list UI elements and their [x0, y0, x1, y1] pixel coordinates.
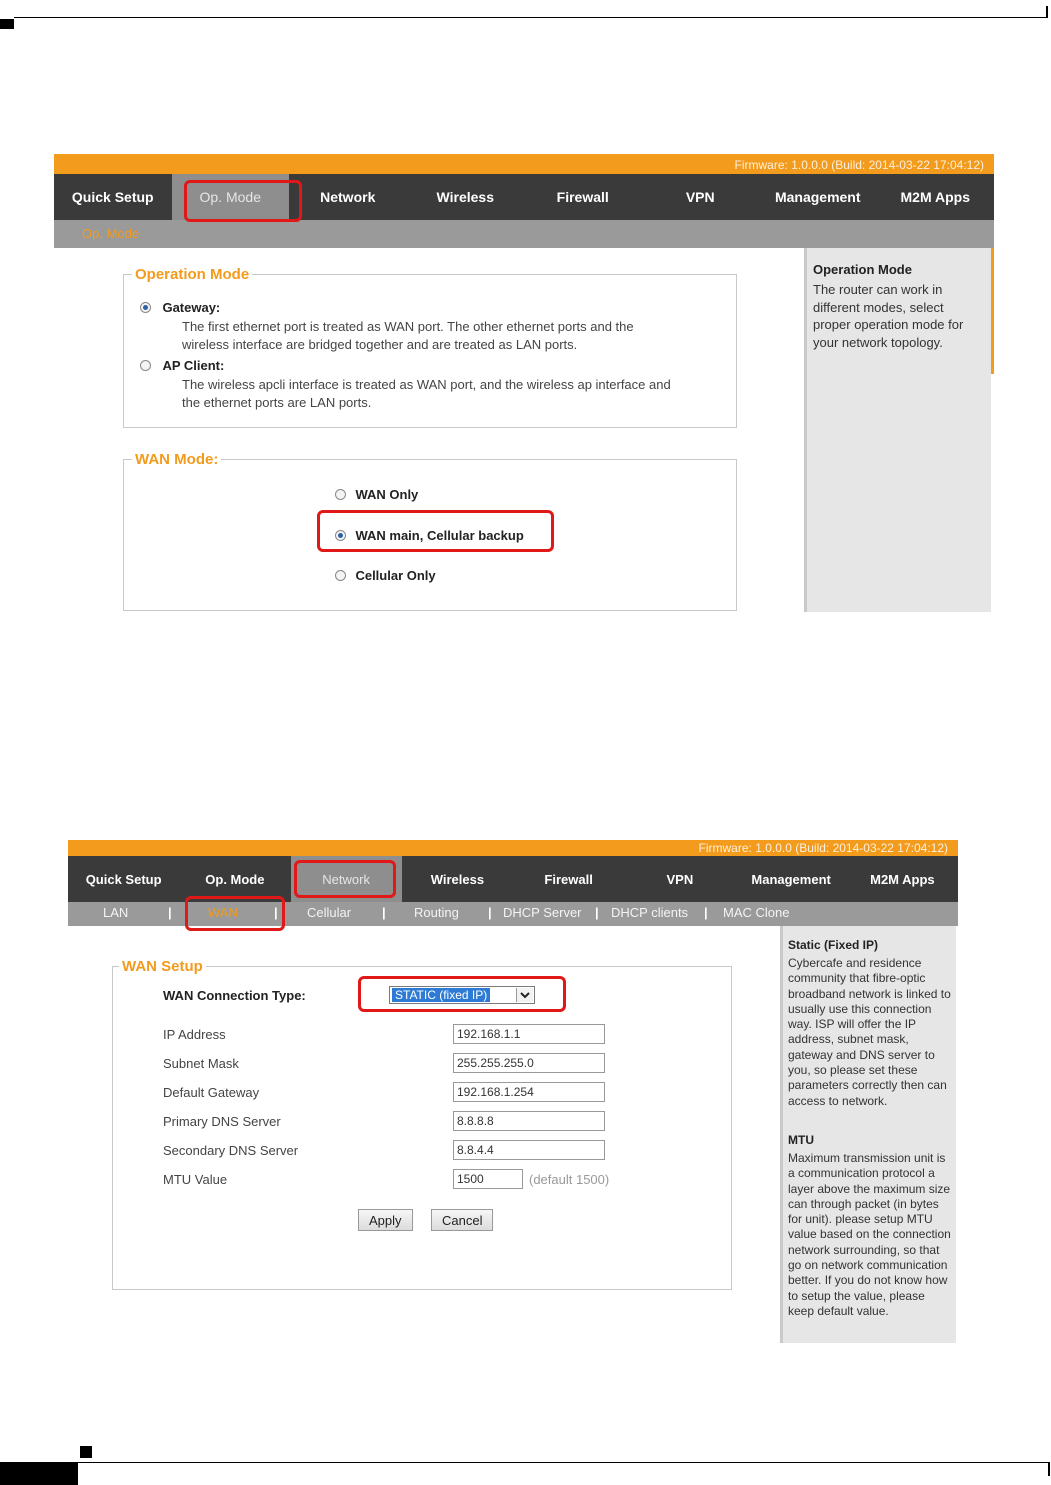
cancel-button[interactable]: Cancel — [431, 1209, 493, 1231]
subnet-mask-label: Subnet Mask — [163, 1056, 239, 1071]
cellular-only-label: Cellular Only — [355, 568, 436, 583]
subnet-mask-row — [113, 1053, 733, 1075]
cellular-only-radio[interactable] — [335, 570, 346, 581]
help-static-title: Static (Fixed IP) — [788, 938, 879, 952]
main-content — [54, 248, 804, 612]
nav-vpn[interactable]: VPN — [666, 871, 694, 887]
screenshot-op-mode — [54, 154, 994, 612]
mtu-label: MTU Value — [163, 1172, 228, 1187]
help-static-text: Cybercafe and residence community that fibre-optic broadband network is linked to usually use this connection way. ISP will offer the IP address, subnet mask, gateway and DNS server to you, so please set these parameters correctly then can access to network. — [788, 956, 951, 1108]
mtu-hint: (default 1500) — [529, 1172, 610, 1187]
operation-mode-fieldset — [123, 266, 737, 428]
help-mtu-title: MTU — [788, 1132, 814, 1147]
gateway-desc-line-1: The first ethernet port is treated as WAN port. The other ethernet ports and the — [182, 319, 634, 334]
nav-management[interactable]: Management — [751, 871, 831, 887]
nav-management[interactable]: Management — [774, 189, 861, 205]
subnav-wan[interactable]: WAN — [208, 905, 238, 920]
primary-dns-row — [113, 1111, 733, 1133]
subnav-routing[interactable]: Routing — [414, 905, 459, 920]
nav-firewall[interactable]: Firewall — [556, 189, 609, 205]
ap-client-desc-line-2: the ethernet ports are LAN ports. — [182, 395, 372, 410]
default-gateway-row — [113, 1082, 733, 1104]
footer-mark-small — [80, 1446, 92, 1458]
firmware-label: Firmware: 1.0.0.0 (Build: 2014-03-22 17:04:12) — [698, 841, 948, 855]
help-sidebar — [804, 248, 991, 612]
wan-mode-legend: WAN Mode: — [135, 451, 219, 468]
ap-client-description — [182, 376, 671, 412]
wan-connection-type-value: STATIC (fixed IP) — [392, 988, 490, 1002]
default-gateway-input[interactable] — [453, 1082, 605, 1102]
nav-wireless[interactable]: Wireless — [436, 189, 494, 205]
help-sidebar — [780, 926, 956, 1343]
gateway-description — [182, 318, 634, 354]
secondary-dns-label: Secondary DNS Server — [163, 1143, 299, 1158]
ip-address-label: IP Address — [163, 1027, 226, 1042]
screenshot-network-wan — [68, 840, 958, 1343]
default-gateway-label: Default Gateway — [163, 1085, 260, 1100]
wan-only-label: WAN Only — [355, 487, 419, 502]
subnav-separator: | — [274, 905, 278, 920]
gateway-desc-line-2: wireless interface are bridged together and are treated as LAN ports. — [182, 337, 578, 352]
mtu-input[interactable] — [453, 1169, 523, 1189]
subnav-cellular[interactable]: Cellular — [307, 905, 352, 920]
nav-op-mode[interactable]: Op. Mode — [205, 871, 265, 887]
subnav-separator: | — [595, 905, 599, 920]
ap-client-radio[interactable] — [140, 360, 151, 371]
subnav-dhcp-server[interactable]: DHCP Server — [503, 905, 582, 920]
subnav-mac-clone[interactable]: MAC Clone — [723, 905, 790, 920]
subnav-dhcp-clients[interactable]: DHCP clients — [611, 905, 689, 920]
secondary-dns-row — [113, 1140, 733, 1162]
secondary-dns-input[interactable] — [453, 1140, 605, 1160]
highlight-network-tab — [294, 860, 396, 898]
nav-op-mode[interactable]: Op. Mode — [172, 174, 290, 220]
primary-dns-input[interactable] — [453, 1111, 605, 1131]
nav-m2m-apps[interactable]: M2M Apps — [900, 189, 970, 205]
nav-quick-setup[interactable]: Quick Setup — [71, 189, 154, 205]
firmware-label: Firmware: 1.0.0.0 (Build: 2014-03-22 17:04:12) — [734, 158, 984, 172]
nav-quick-setup[interactable]: Quick Setup — [85, 871, 162, 887]
footer-rule-tick — [1048, 1462, 1050, 1476]
nav-wireless[interactable]: Wireless — [430, 871, 485, 887]
nav-vpn[interactable]: VPN — [685, 189, 715, 205]
ap-client-label: AP Client: — [162, 358, 225, 373]
subnav-separator: | — [704, 905, 708, 920]
footer-mark-large — [0, 1462, 78, 1485]
ap-client-desc-line-1: The wireless apcli interface is treated as WAN port, and the wireless ap interface and — [182, 377, 671, 392]
apply-button[interactable]: Apply — [358, 1209, 413, 1231]
nav-firewall[interactable]: Firewall — [544, 871, 593, 887]
ip-address-row — [113, 1024, 733, 1046]
highlight-wan-main-cellular-backup — [317, 510, 554, 552]
subnav-lan[interactable]: LAN — [103, 905, 129, 920]
orange-header — [68, 840, 958, 856]
gateway-label: Gateway: — [162, 300, 221, 315]
sub-nav — [54, 220, 994, 248]
wan-only-radio[interactable] — [335, 489, 346, 500]
gateway-radio[interactable] — [140, 302, 151, 313]
wan-connection-type-label: WAN Connection Type: — [163, 988, 306, 1003]
nav-network[interactable]: Network — [320, 189, 376, 205]
header-rule — [14, 17, 1048, 18]
header-rule-tick — [1046, 6, 1048, 18]
primary-dns-label: Primary DNS Server — [163, 1114, 281, 1129]
highlight-op-mode-tab — [184, 180, 302, 222]
footer-rule — [78, 1462, 1050, 1463]
highlight-wan-subtab — [185, 896, 285, 931]
highlight-wan-connection-type — [358, 976, 566, 1012]
nav-network[interactable]: Network — [291, 856, 402, 902]
help-text: The router can work in different modes, select proper operation mode for your network topology. — [813, 282, 964, 350]
help-mtu-text: Maximum transmission unit is a communication protocol a layer above the maximum size can through packet (in bytes for unit). please setup MTU value based on the connection network surrounding, so that go on network communication better. If you do not know how to setup the value, please keep default value. — [788, 1150, 951, 1318]
nav-m2m-apps[interactable]: M2M Apps — [870, 871, 935, 887]
subnav-separator: | — [488, 905, 492, 920]
wan-main-cellular-backup-label: WAN main, Cellular backup — [355, 528, 524, 543]
help-title: Operation Mode — [813, 262, 912, 277]
subnet-mask-input[interactable] — [453, 1053, 605, 1073]
header-mark — [0, 19, 14, 29]
ip-address-input[interactable] — [453, 1024, 605, 1044]
subnav-separator: | — [168, 905, 172, 920]
mtu-row — [113, 1169, 733, 1191]
operation-mode-legend: Operation Mode — [135, 266, 250, 283]
wan-setup-legend: WAN Setup — [122, 958, 203, 975]
subnav-separator: | — [382, 905, 386, 920]
subnav-op-mode[interactable]: Op. Mode — [82, 226, 140, 241]
